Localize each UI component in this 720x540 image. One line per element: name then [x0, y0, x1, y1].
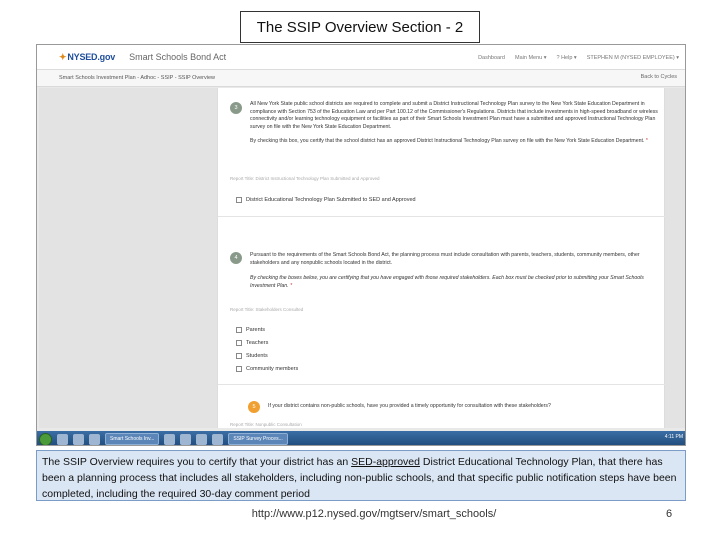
screenshot-frame — [36, 44, 686, 446]
checkbox-students[interactable] — [236, 353, 268, 359]
start-button-icon[interactable] — [39, 433, 52, 446]
question-number-badge: 5 — [248, 401, 260, 413]
question-certify-text: By checking this box, you certify that the school district has an approved District Instructional Technology Plan survey on file with the New York State Education Department. * — [250, 138, 648, 144]
checkbox-parents[interactable] — [236, 327, 265, 333]
required-marker: * — [645, 138, 648, 144]
taskbar-task[interactable]: SSIP Survey Proces... — [228, 433, 287, 445]
checkbox[interactable] — [236, 366, 242, 372]
checkbox-label: Teachers — [246, 340, 269, 346]
question-certify-text: By checking the boxes below, you are certifying that you have engaged with those required stakeholders. Each box must be checked prior to submitting your Smart Schools Investment Plan. * — [250, 275, 644, 289]
breadcrumb-bar — [37, 70, 686, 87]
checkbox[interactable] — [236, 340, 242, 346]
nav-main-menu[interactable]: Main Menu ▾ — [515, 54, 547, 61]
folder-icon[interactable] — [73, 434, 84, 445]
media-player-icon[interactable] — [89, 434, 100, 445]
divider — [218, 384, 666, 385]
nav-user-menu[interactable]: STEPHEN M (NYSED EMPLOYEE) ▾ — [586, 54, 679, 61]
report-title-label: Report Title: Nonpublic Consultation — [230, 422, 302, 427]
survey-panel — [217, 88, 665, 428]
slide-caption — [36, 450, 686, 501]
checkbox-community-members[interactable] — [236, 366, 298, 372]
checkbox[interactable] — [236, 327, 242, 333]
checkbox-label: Community members — [246, 366, 299, 372]
slide-title: The SSIP Overview Section - 2 — [240, 11, 480, 43]
question-text: All New York State public school districts are required to complete and submit a District Instructional Technology Plan survey to the New York State Education Department in compliance with Section 753 of the Education Law and per Part 100.12 of the Commissioner's Regulations. Districts that include investments in high-speed broadband or wireless connectivity and/or learning technology equipment or facilities as part of their Smart Schools Investment Plan must have a submitted and approved Instructional Technology Plan survey on file with the New York State Education Department. — [250, 101, 658, 130]
checkbox-label: Students — [246, 353, 268, 359]
app-header — [37, 45, 686, 70]
excel-icon[interactable] — [196, 434, 207, 445]
nysed-logo[interactable] — [59, 52, 115, 63]
ie-browser-icon[interactable] — [57, 434, 68, 445]
logo-text: NYSED.gov — [67, 51, 116, 62]
checkbox[interactable] — [236, 353, 242, 359]
system-clock[interactable]: 4:11 PM — [664, 434, 683, 440]
question-number-badge: 3 — [230, 102, 242, 114]
checkbox-label: District Educational Technology Plan Submitted to SED and Approved — [246, 197, 416, 203]
word-icon[interactable] — [180, 434, 191, 445]
powerpoint-icon[interactable] — [212, 434, 223, 445]
nysed-mark-icon: ✦ — [59, 51, 67, 62]
report-title-label: Report Title: Stakeholders Consulted — [230, 307, 304, 312]
divider — [218, 216, 666, 217]
breadcrumb[interactable]: Smart Schools Investment Plan - Adhoc - SSIP - SSIP Overview — [59, 75, 216, 81]
content-area — [39, 88, 685, 428]
outlook-icon[interactable] — [164, 434, 175, 445]
required-marker: * — [290, 282, 293, 289]
checkbox-label: Parents — [246, 327, 265, 333]
nav-dashboard[interactable]: Dashboard — [478, 54, 505, 61]
checkbox-row[interactable] — [236, 197, 416, 203]
back-to-cycles-button[interactable]: Back to Cycles — [640, 74, 677, 80]
app-name: Smart Schools Bond Act — [129, 52, 227, 62]
windows-taskbar — [37, 431, 686, 446]
caption-emphasis: SED-approved — [351, 456, 420, 468]
page-number: 6 — [666, 508, 673, 520]
caption-text: The SSIP Overview requires you to certify that your district has an — [42, 456, 352, 468]
checkbox-teachers[interactable] — [236, 340, 268, 346]
question-text: If your district contains non-public schools, have you provided a timely opportunity for consultation with these stakeholders? — [268, 403, 551, 409]
question-number-badge: 4 — [230, 252, 242, 264]
question-text: Pursuant to the requirements of the Smart Schools Bond Act, the planning process must include consultation with parents, teachers, students, community members, other stakeholders and any nonpublic schools located in the district. — [250, 252, 640, 266]
nav-help[interactable]: ? Help ▾ — [556, 54, 577, 61]
checkbox[interactable] — [236, 197, 242, 203]
taskbar-task[interactable]: Smart Schools Inv... — [105, 433, 159, 445]
caption-text: District Educational Technology Plan, that there has been a planning process that includes all stakeholders, including non-public schools, and that specific public notification steps have been completed, including the required 30-day comment period — [42, 456, 677, 500]
source-url[interactable]: http://www.p12.nysed.gov/mgtserv/smart_schools/ — [251, 508, 497, 520]
report-title-label: Report Title: District Instructional Technology Plan Submitted and Approved — [230, 176, 380, 181]
top-nav — [478, 45, 679, 70]
